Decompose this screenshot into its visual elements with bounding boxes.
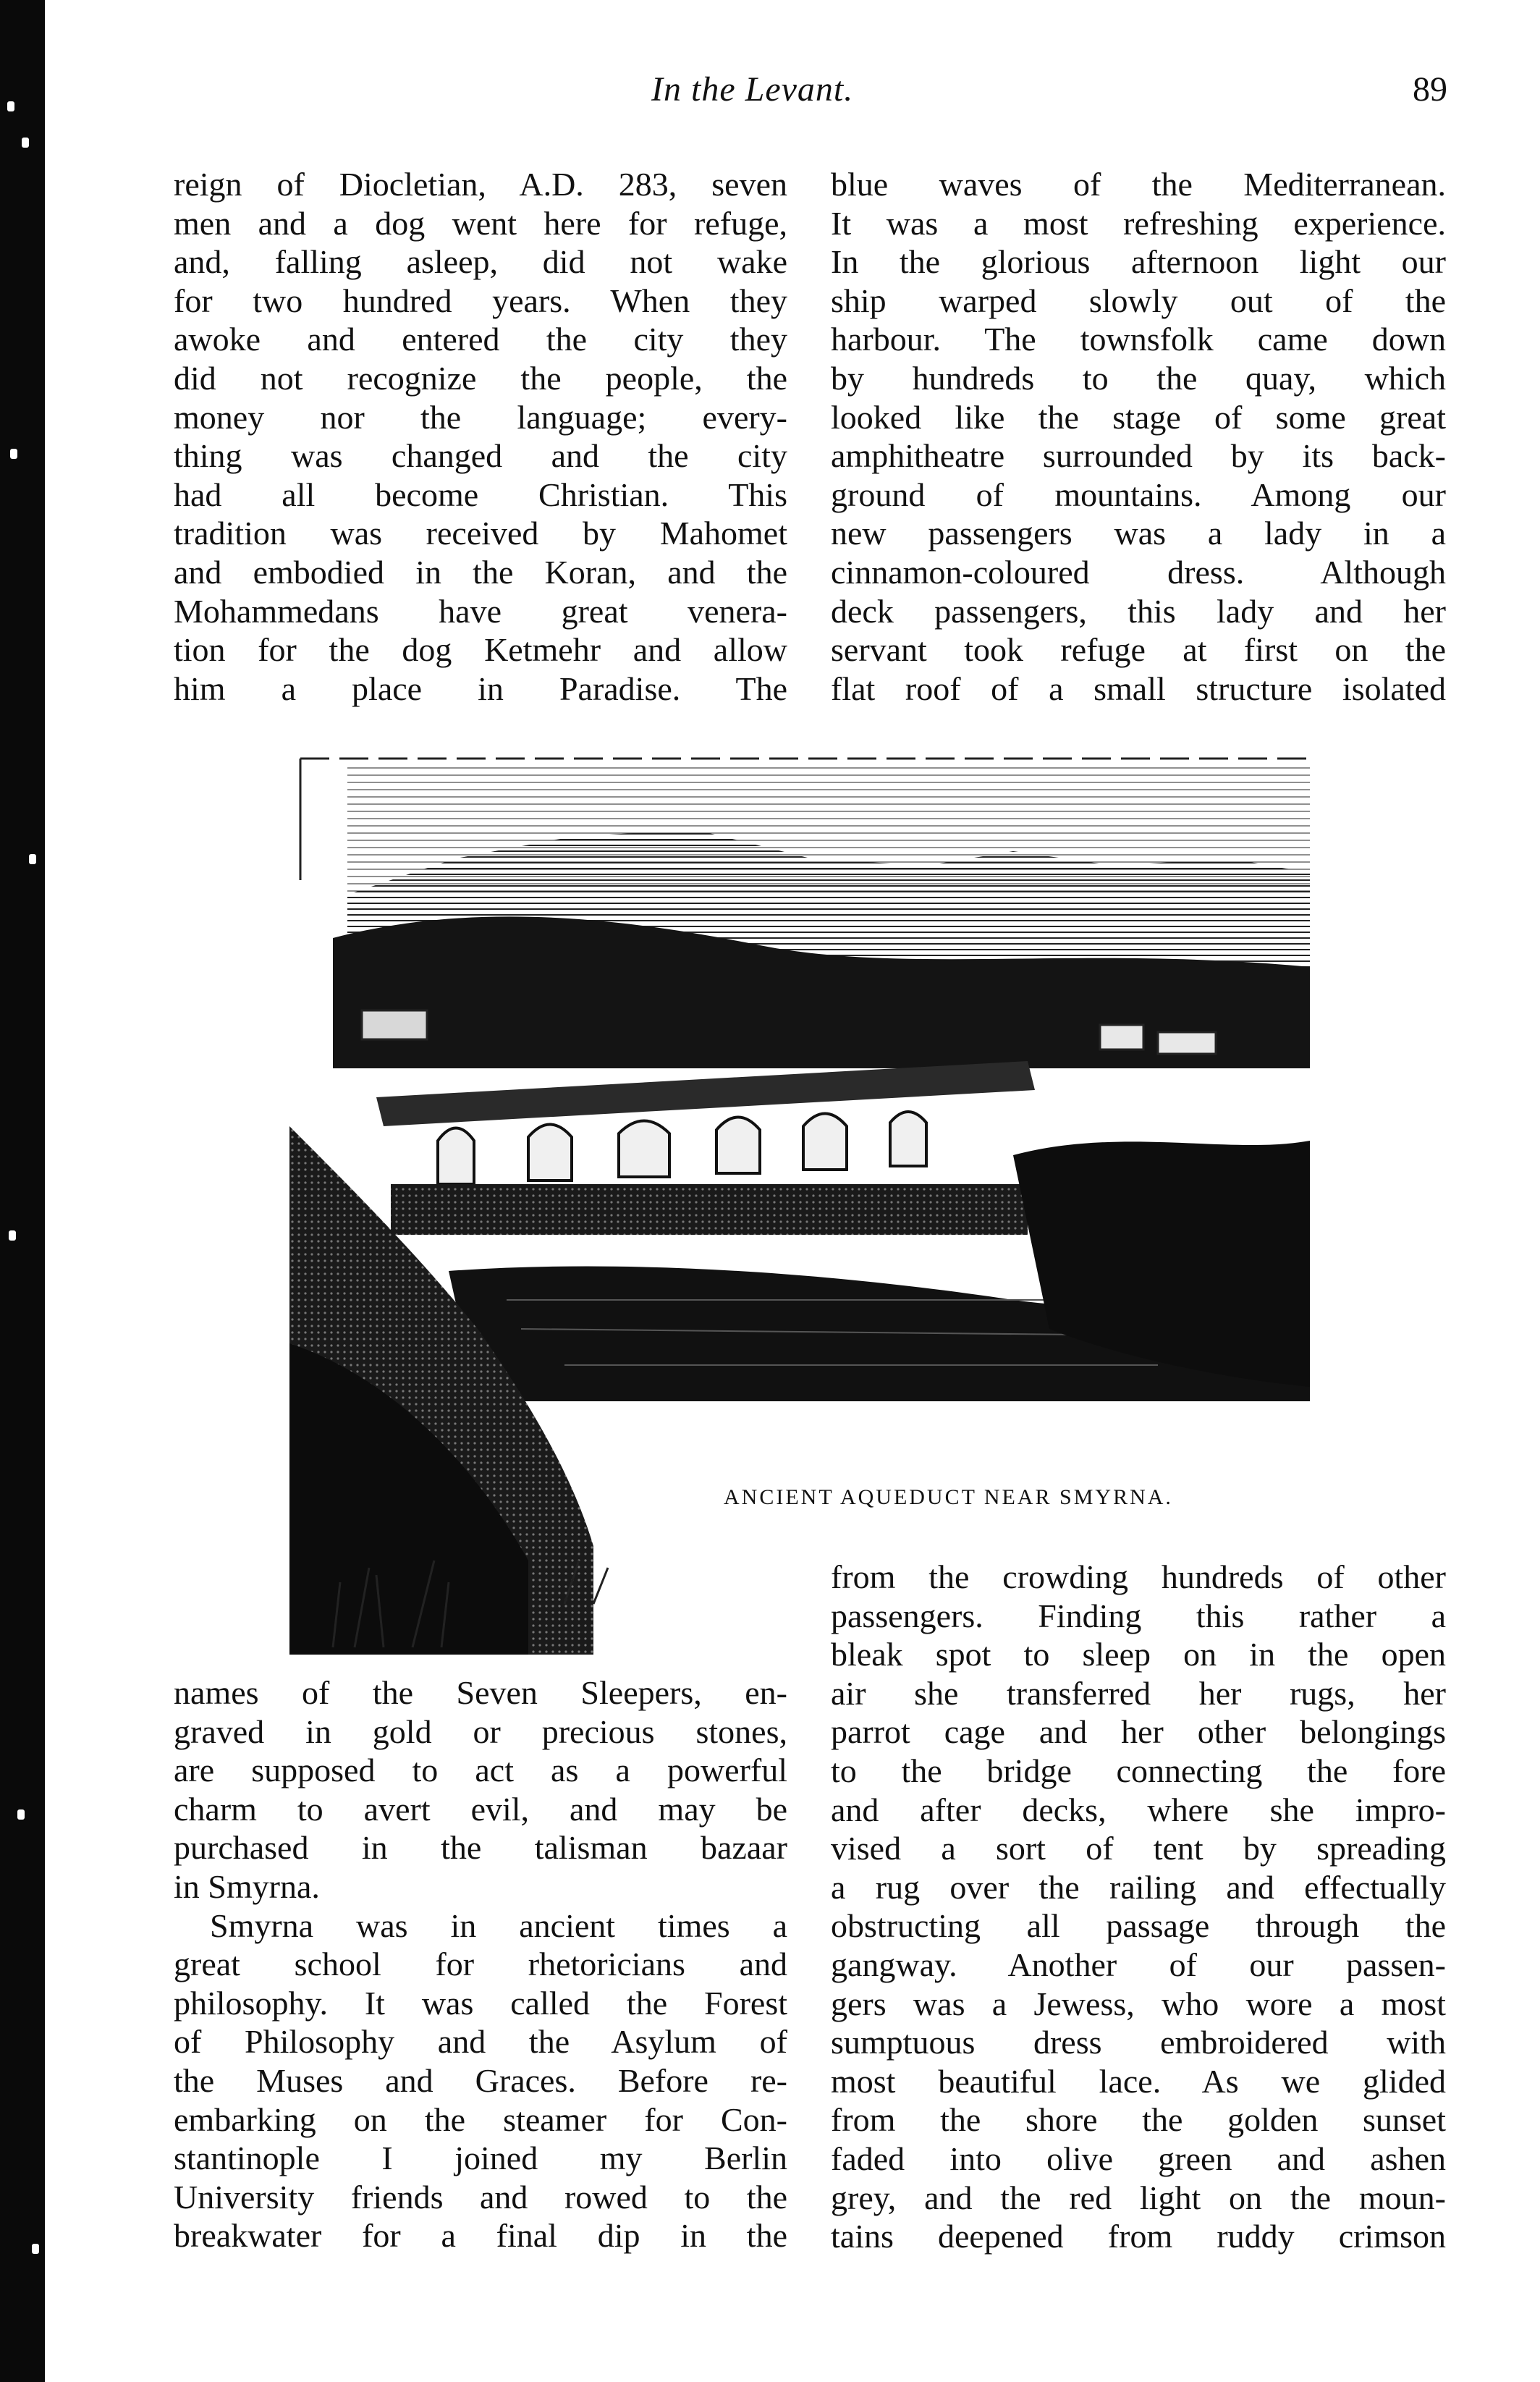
text-line: from the crowding hundreds of other (831, 1558, 1446, 1595)
paragraph (174, 1906, 787, 2255)
text-line: cinnamon-coloured dress. Although (831, 553, 1446, 591)
aqueduct-engraving (289, 750, 1317, 1655)
text-line: In the glorious afternoon light our (831, 243, 1446, 281)
text-line: money nor the language; every- (174, 398, 787, 436)
text-line: tradition was received by Mahomet (174, 515, 787, 552)
text-line: passengers. Finding this rather a (831, 1597, 1446, 1634)
text-line: air she transferred her rugs, her (831, 1674, 1446, 1712)
text-line: did not recognize the people, the (174, 359, 787, 397)
text-line: looked like the stage of some great (831, 398, 1446, 436)
paragraph (831, 165, 1446, 708)
right-column-top (831, 165, 1446, 708)
right-column-bottom (831, 1558, 1446, 2256)
text-line: vised a sort of tent by spreading (831, 1830, 1446, 1867)
text-line: stantinople I joined my Berlin (174, 2140, 787, 2177)
figure-caption: ANCIENT AQUEDUCT NEAR SMYRNA. (724, 1485, 1173, 1509)
text-line: ground of mountains. Among our (831, 476, 1446, 513)
text-line: reign of Diocletian, A.D. 283, seven (174, 166, 787, 203)
text-line: by hundreds to the quay, which (831, 359, 1446, 397)
running-title: In the Levant. (651, 70, 854, 109)
text-line: sumptuous dress embroidered with (831, 2024, 1446, 2061)
text-line: from the shore the golden sunset (831, 2101, 1446, 2139)
text-line: tains deepened from ruddy crimson (831, 2218, 1446, 2255)
text-line: faded into olive green and ashen (831, 2140, 1446, 2177)
text-line: the Muses and Graces. Before re- (174, 2061, 787, 2099)
text-line: breakwater for a final dip in the (174, 2217, 787, 2255)
text-line: embarking on the steamer for Con- (174, 2100, 787, 2138)
text-line: gangway. Another of our passen- (831, 1946, 1446, 1983)
text-line: Smyrna was in ancient times a (210, 1906, 787, 1944)
page-number: 89 (1413, 70, 1447, 109)
text-line: a rug over the railing and effectually (831, 1868, 1446, 1906)
text-line: are supposed to act as a powerful (174, 1752, 787, 1789)
engraving-illustration (289, 750, 1317, 1655)
text-line: new passengers was a lady in a (831, 515, 1446, 552)
text-line: flat roof of a small structure isolated (831, 670, 1446, 707)
paragraph (174, 1673, 787, 1906)
left-column-top (174, 165, 787, 708)
text-line: thing was changed and the city (174, 437, 787, 475)
text-line: harbour. The townsfolk came down (831, 321, 1446, 358)
text-line: had all become Christian. This (174, 476, 787, 513)
text-line: in Smyrna. (174, 1867, 320, 1905)
text-line: deck passengers, this lady and her (831, 592, 1446, 630)
text-line: It was a most refreshing experience. (831, 204, 1446, 242)
text-line: Mohammedans have great venera- (174, 592, 787, 630)
text-line: parrot cage and her other belongings (831, 1713, 1446, 1751)
text-line: most beautiful lace. As we glided (831, 2062, 1446, 2100)
text-line: to the bridge connecting the fore (831, 1752, 1446, 1789)
text-line: and embodied in the Koran, and the (174, 553, 787, 591)
text-line: graved in gold or precious stones, (174, 1712, 787, 1750)
text-line: philosophy. It was called the Forest (174, 1984, 787, 2022)
text-line: and, falling asleep, did not wake (174, 243, 787, 281)
text-line: names of the Seven Sleepers, en- (174, 1674, 787, 1711)
text-line: purchased in the talisman bazaar (174, 1829, 787, 1867)
text-line: bleak spot to sleep on in the open (831, 1636, 1446, 1673)
text-line: and after decks, where she impro- (831, 1791, 1446, 1828)
text-line: of Philosophy and the Asylum of (174, 2023, 787, 2061)
text-line: grey, and the red light on the moun- (831, 2179, 1446, 2216)
text-line: charm to avert evil, and may be (174, 1790, 787, 1828)
text-line: gers was a Jewess, who wore a most (831, 1985, 1446, 2022)
text-line: blue waves of the Mediterranean. (831, 166, 1446, 203)
binding-edge (0, 0, 45, 2382)
text-line: tion for the dog Ketmehr and allow (174, 631, 787, 669)
text-line: men and a dog went here for refuge, (174, 204, 787, 242)
text-line: for two hundred years. When they (174, 282, 787, 319)
text-line: amphitheatre surrounded by its back- (831, 437, 1446, 475)
text-line: University friends and rowed to the (174, 2178, 787, 2216)
text-line: servant took refuge at first on the (831, 631, 1446, 669)
text-line: great school for rhetoricians and (174, 1946, 787, 1983)
text-line: obstructing all passage through the (831, 1907, 1446, 1945)
left-column-bottom (174, 1673, 787, 2255)
text-line: him a place in Paradise. The (174, 670, 787, 707)
paragraph (174, 165, 787, 708)
paragraph (831, 1558, 1446, 2256)
text-line: awoke and entered the city they (174, 321, 787, 358)
text-line: ship warped slowly out of the (831, 282, 1446, 319)
